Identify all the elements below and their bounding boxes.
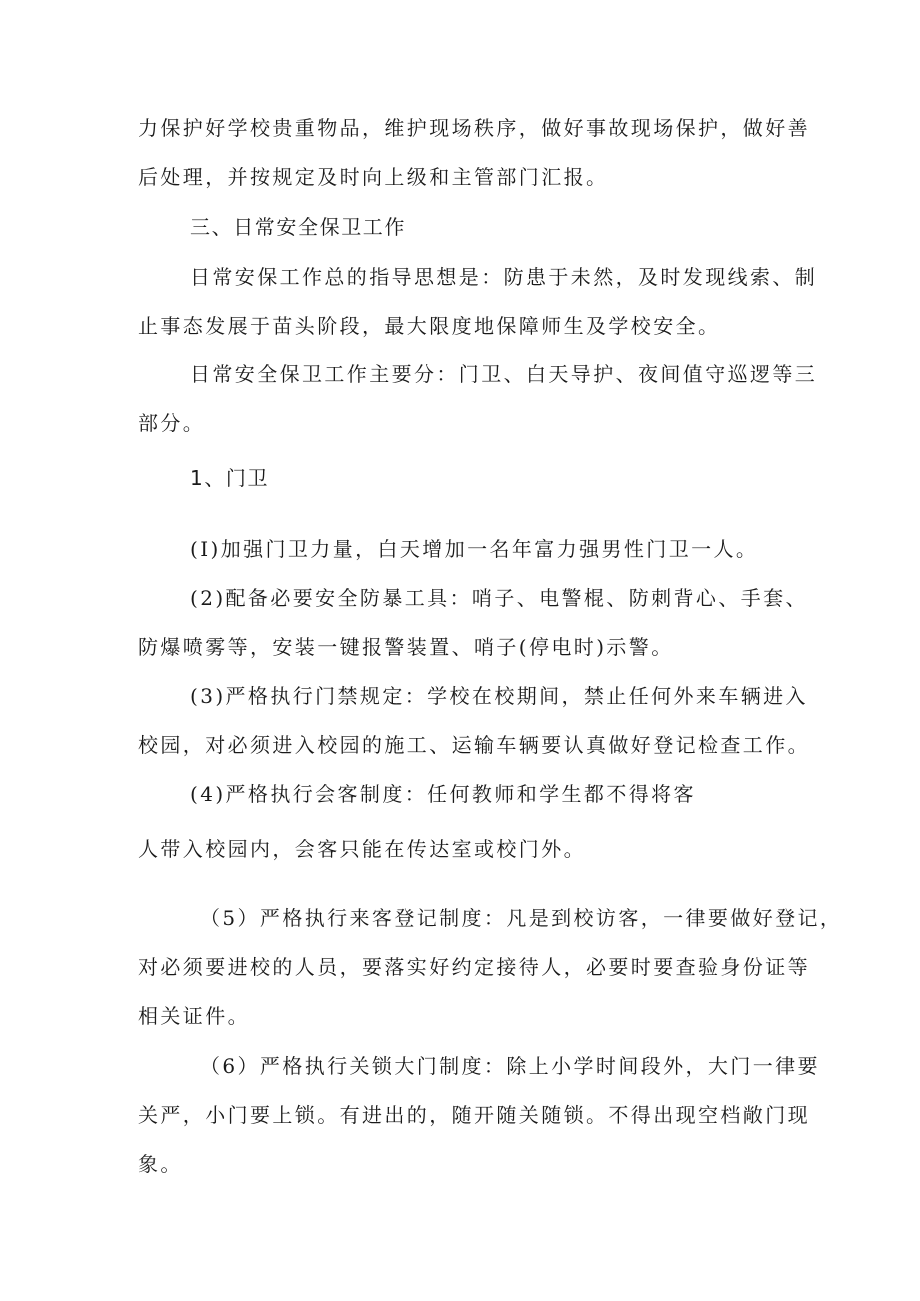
body-text-line: 日常安全保卫工作主要分：门卫、白天导护、夜间值守巡逻等三 xyxy=(190,362,818,386)
list-item: (2)配备必要安全防暴工具：哨子、电警棍、防刺背心、手套、 xyxy=(190,586,808,610)
list-item: (3)严格执行门禁规定：学校在校期间，禁止任何外来车辆进入 xyxy=(190,684,808,708)
list-item: （6）严格执行关锁大门制度：除上小学时间段外，大门一律要 xyxy=(200,1054,820,1078)
list-item: （5）严格执行来客登记制度：凡是到校访客，一律要做好登记， xyxy=(200,906,843,930)
list-item: (4)严格执行会客制度：任何教师和学生都不得将客 xyxy=(190,782,696,806)
body-text-line: 后处理，并按规定及时向上级和主管部门汇报。 xyxy=(138,165,609,189)
body-text-line: 日常安保工作总的指导思想是：防患于未然，及时发现线索、制 xyxy=(190,265,818,289)
list-item-continuation: 象。 xyxy=(138,1152,183,1176)
body-text-line: 部分。 xyxy=(138,411,206,435)
subsection-heading: 1、门卫 xyxy=(190,466,270,490)
body-text-line: 止事态发展于苗头阶段，最大限度地保障师生及学校安全。 xyxy=(138,314,721,338)
section-heading: 三、日常安全保卫工作 xyxy=(190,215,406,239)
list-item-continuation: 相关证件。 xyxy=(138,1004,250,1028)
list-item-continuation: 人带入校园内，会客只能在传达室或校门外。 xyxy=(138,837,586,861)
list-item-continuation: 防爆喷雾等，安装一键报警装置、哨子(停电时)示警。 xyxy=(138,635,674,659)
list-item-continuation: 校园，对必须进入校园的施工、运输车辆要认真做好登记检查工作。 xyxy=(138,733,810,757)
list-item-continuation: 关严，小门要上锁。有进出的，随开随关随锁。不得出现空档敞门现 xyxy=(138,1103,810,1127)
list-item-continuation: 对必须要进校的人员，要落实好约定接待人，必要时要查验身份证等 xyxy=(138,955,810,979)
list-item: (I)加强门卫力量，白天增加一名年富力强男性门卫一人。 xyxy=(190,537,759,561)
body-text-line: 力保护好学校贵重物品，维护现场秩序，做好事故现场保护，做好善 xyxy=(138,116,810,140)
